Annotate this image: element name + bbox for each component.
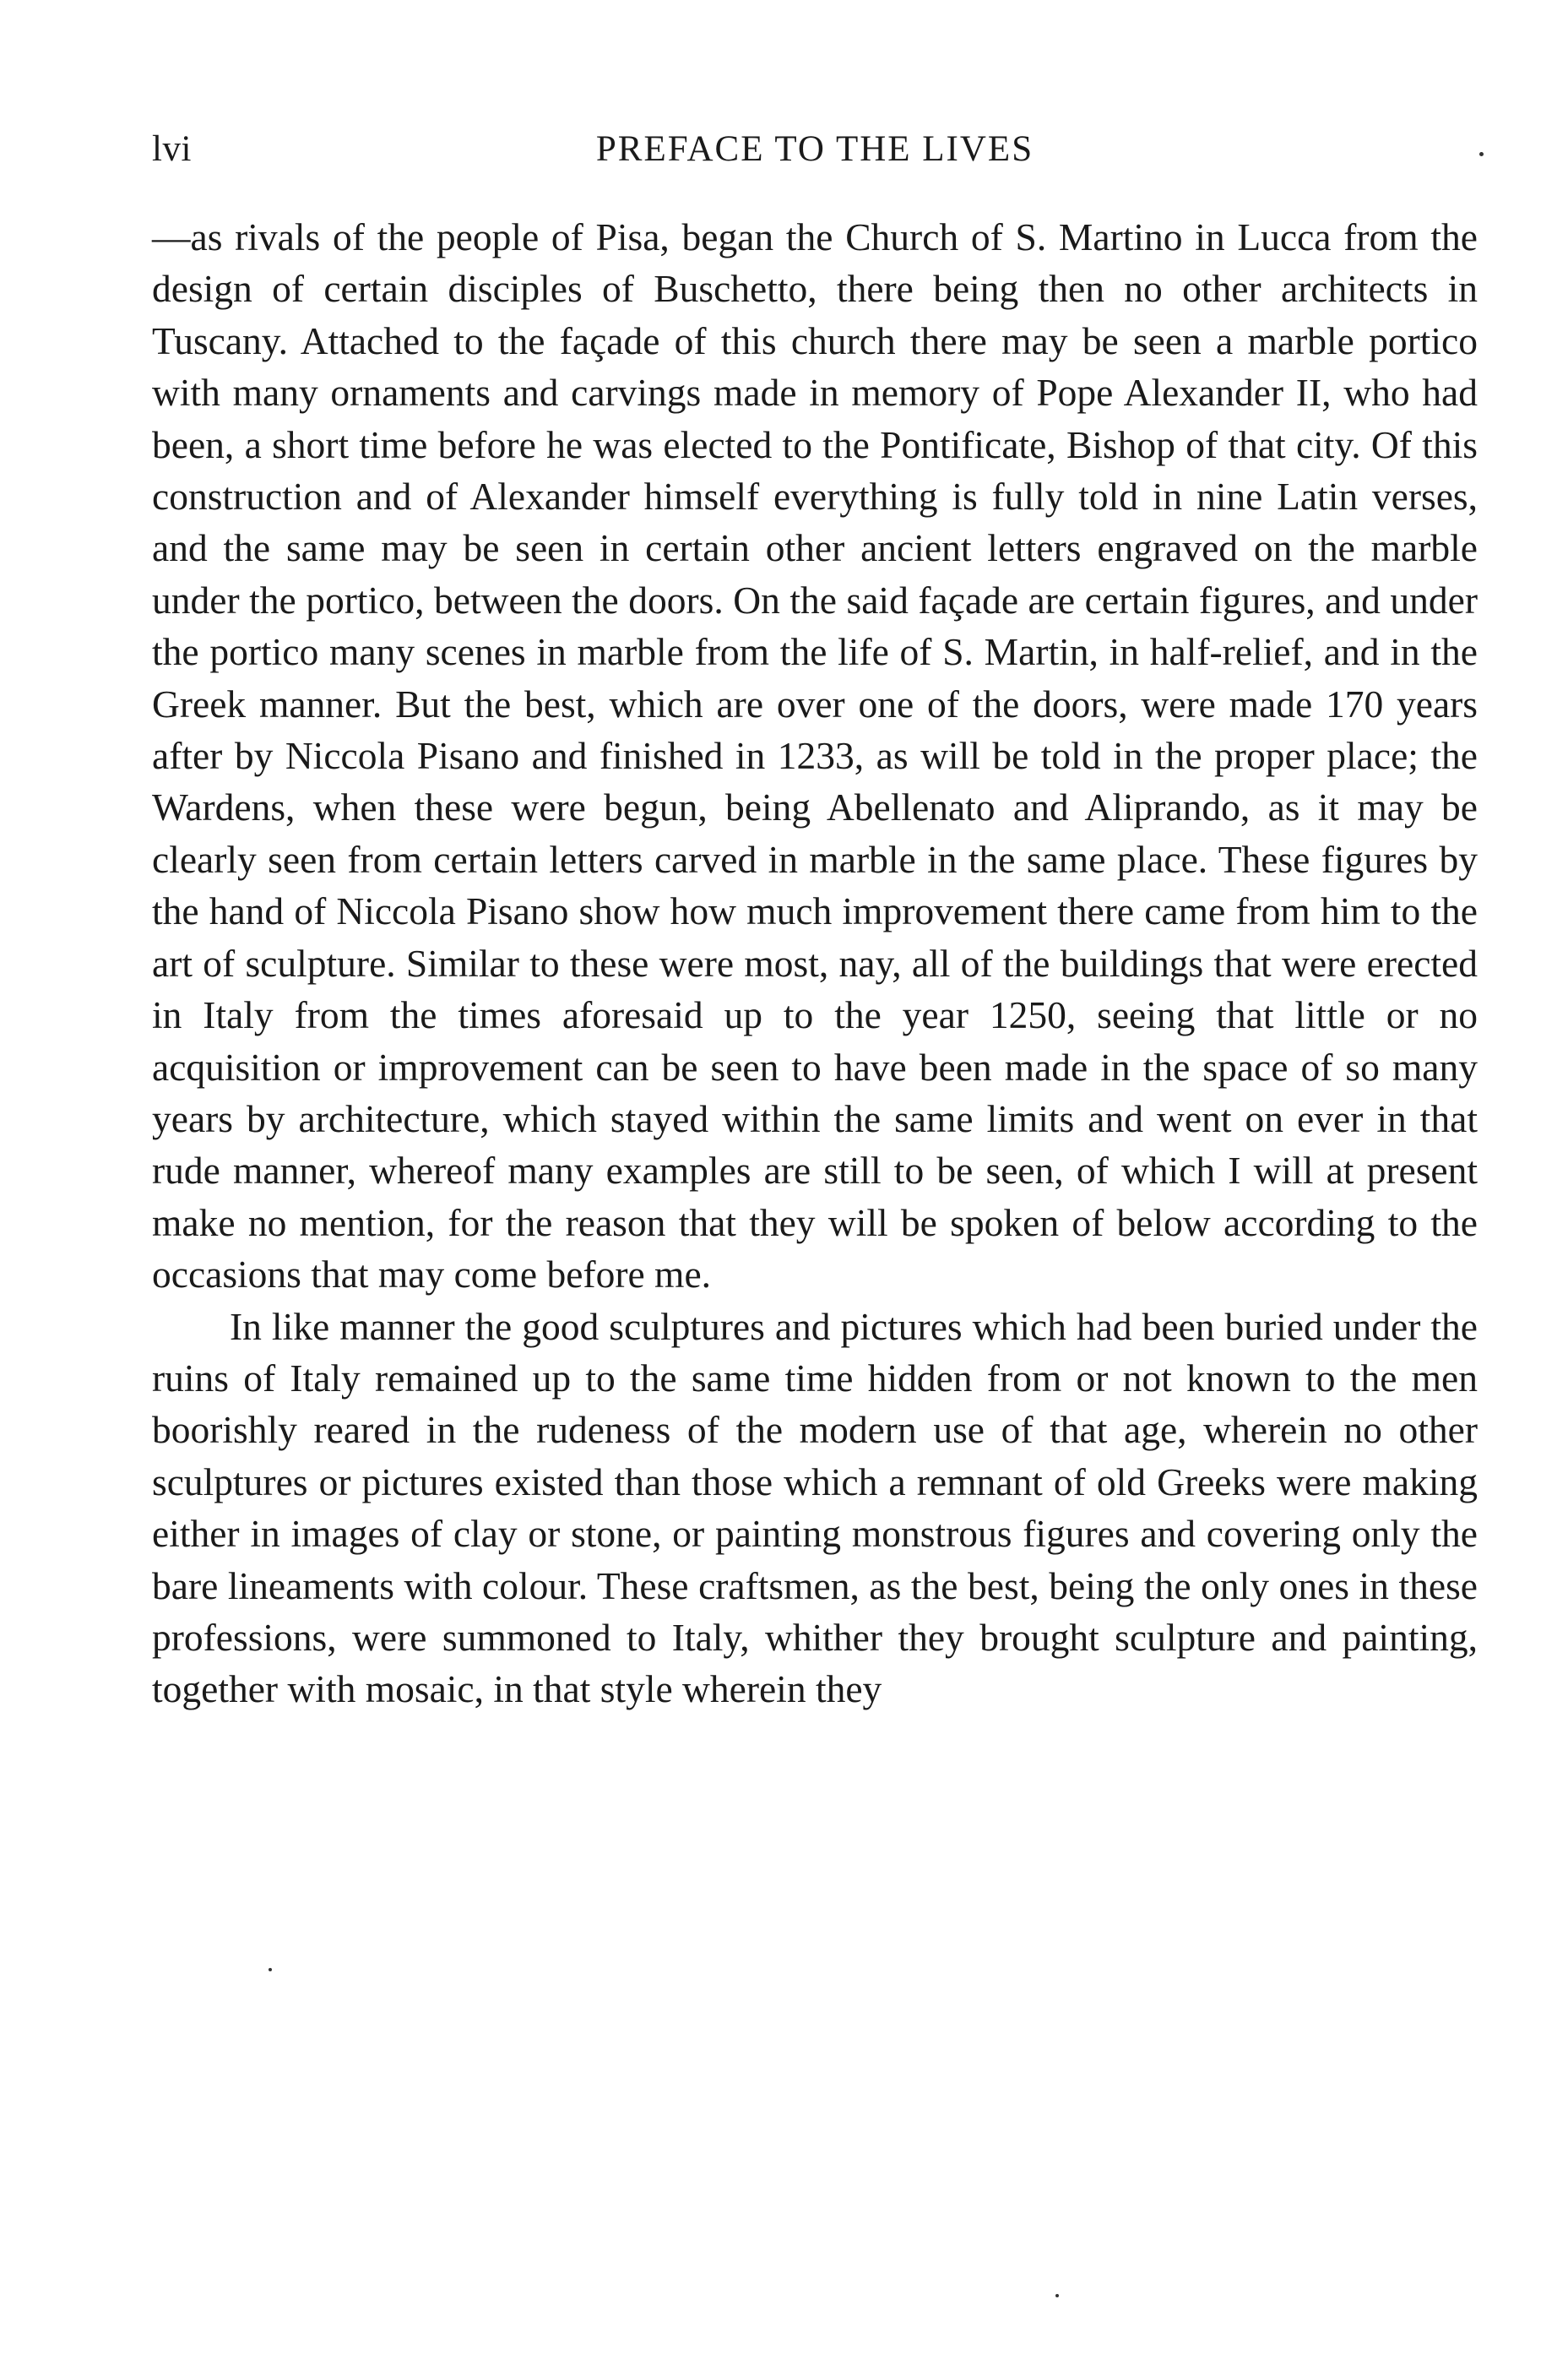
running-head [152,128,1478,179]
paragraph: In like manner the good sculptures and pictures which had been buried under the ruins of Italy remained up to the same time hidden from or not known to the men boorishly reared in the rudeness of the modern use of that age, wherein no other sculptures or pictures existed than those which a remnant of old Greeks were making either in images of clay or stone, or painting monstrous figures and covering only the bare lineaments with colour. These craftsmen, as the best, being the only ones in these professions, were summoned to Italy, whither they brought sculpture and painting, together with mosaic, in that style wherein they [152,1304,1478,1711]
page-number: lvi [152,129,192,169]
print-speck [1055,2294,1059,2297]
print-speck [1479,152,1484,156]
paragraph-continued: —as rivals of the people of Pisa, began the Church of S. Martino in Lucca from the design of certain disciples of Buschetto, there being then no other architects in Tuscany. Attached to the façade of this church there may be seen a marble portico with many ornaments and carvings made in memory of Pope Alexander II, who had been, a short time before he was elected to the Pontificate, Bishop of that city. Of this construction and of Alexander himself everything is fully told in nine Latin verses, and the same may be seen in certain other ancient letters engraved on the marble under the portico, between the doors. On the said façade are certain figures, and under the portico many scenes in marble from the life of S. Martin, in half-relief, and in the Greek manner. But the best, which are over one of the doors, were made 170 years after by Niccola Pisano and finished in 1233, as will be told in the proper place; the Wardens, when these were begun, being Abellenato and Aliprando, as it may be clearly seen from certain letters carved in marble in the same place. These figures by the hand of Niccola Pisano show how much improvement there came from him to the art of sculpture. Similar to these were most, nay, all of the buildings that were erected in Italy from the times aforesaid up to the year 1250, seeing that little or no acquisition or improvement can be seen to have been made in the space of so many years by architecture, which stayed within the same limits and went on ever in that rude manner, whereof many examples are still to be seen, of which I will at present make no mention, for the reason that they will be spoken of below according to the occasions that may come before me. [152,215,1478,1296]
body-text [152,211,1478,1715]
print-speck [269,1968,272,1971]
running-title: PREFACE TO THE LIVES [595,129,1034,169]
